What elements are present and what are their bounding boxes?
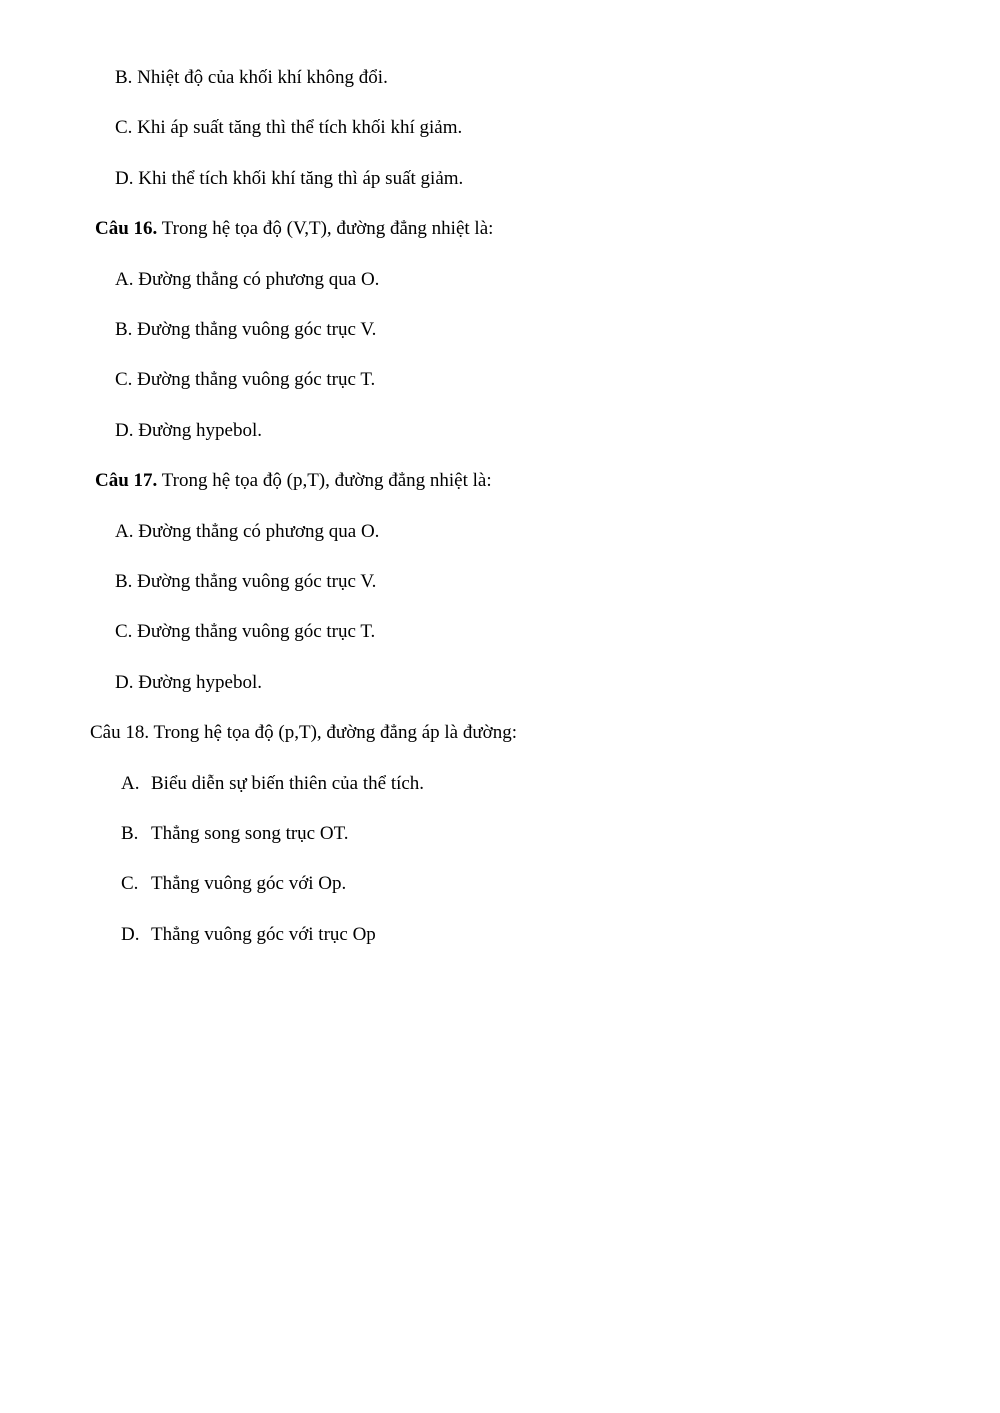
question-17-option-d: D. Đường hypebol. — [115, 672, 262, 693]
question-18-option-a-letter: A. — [121, 773, 140, 794]
question-18-option-d-text: Thẳng vuông góc với trục Op — [151, 924, 376, 945]
question-17-option-b: B. Đường thẳng vuông góc trục V. — [115, 571, 377, 592]
question-18-option-d-letter: D. — [121, 924, 140, 945]
question-18-option-c-letter: C. — [121, 873, 139, 894]
question-16-number: Câu 16. — [95, 218, 158, 239]
question-18-option-c-text: Thẳng vuông góc với Op. — [151, 873, 347, 894]
question-16-option-d: D. Đường hypebol. — [115, 420, 262, 441]
option-d-prev: D. Khi thể tích khối khí tăng thì áp suất giảm. — [115, 168, 464, 189]
question-17-option-c: C. Đường thẳng vuông góc trục T. — [115, 621, 376, 642]
question-18-option-b-letter: B. — [121, 823, 139, 844]
question-18: Câu 18. Trong hệ tọa độ (p,T), đường đẳng áp là đường: — [90, 722, 517, 743]
option-c-prev: C. Khi áp suất tăng thì thể tích khối khí giảm. — [115, 117, 463, 138]
question-16-option-b: B. Đường thẳng vuông góc trục V. — [115, 319, 377, 340]
question-16 — [95, 217, 493, 241]
question-16-option-a: A. Đường thẳng có phương qua O. — [115, 269, 380, 290]
question-18-option-b-text: Thẳng song song trục OT. — [151, 823, 349, 844]
question-17-text: Trong hệ tọa độ (p,T), đường đẳng nhiệt là: — [157, 470, 492, 491]
question-17-option-a: A. Đường thẳng có phương qua O. — [115, 521, 380, 542]
question-16-text: Trong hệ tọa độ (V,T), đường đẳng nhiệt là: — [157, 218, 494, 239]
question-16-option-c: C. Đường thẳng vuông góc trục T. — [115, 369, 376, 390]
question-17-number: Câu 17. — [95, 470, 158, 491]
question-17 — [95, 469, 492, 493]
question-18-option-a-text: Biểu diễn sự biến thiên của thể tích. — [151, 773, 425, 794]
option-b-prev: B. Nhiệt độ của khối khí không đổi. — [115, 67, 388, 88]
